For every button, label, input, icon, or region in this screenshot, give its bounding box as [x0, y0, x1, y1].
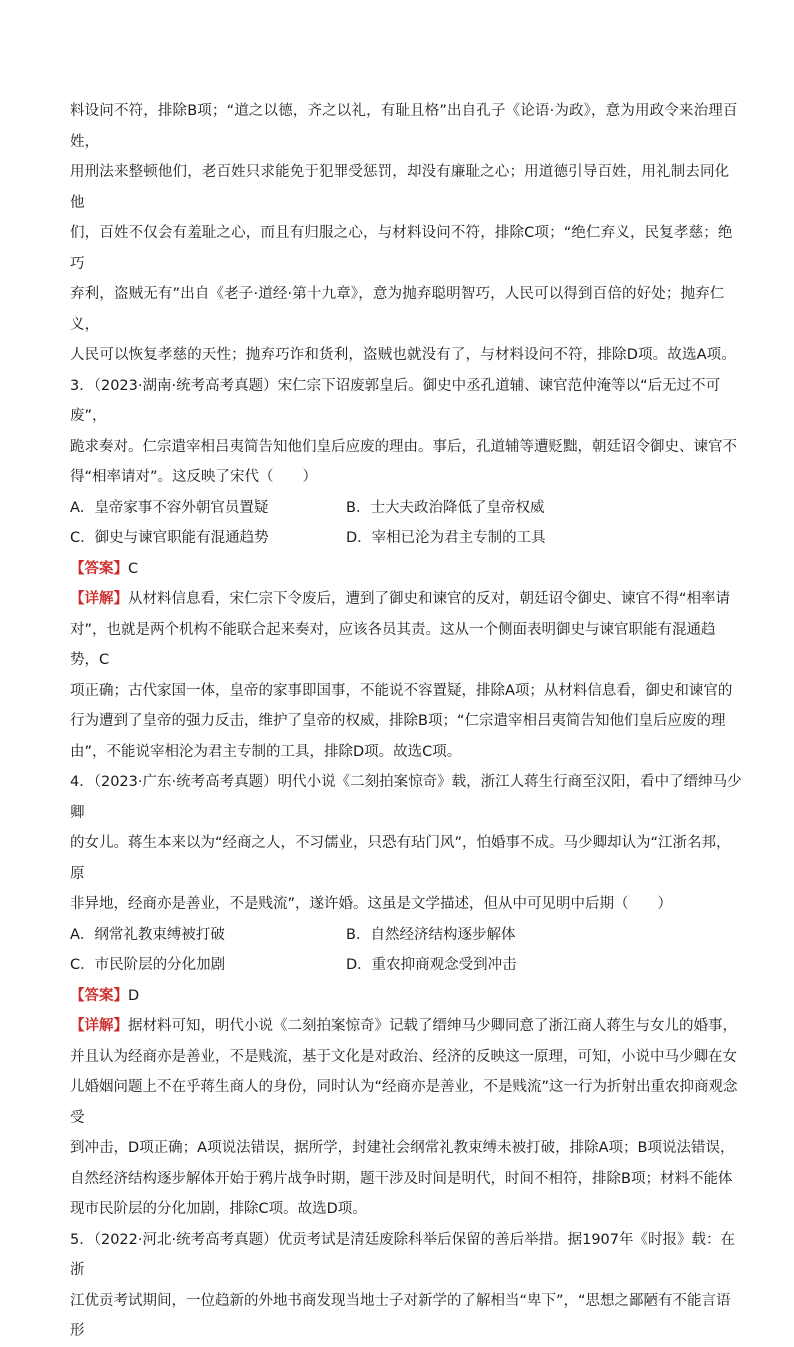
answer-label: 【答案】 [70, 560, 128, 577]
question-3-stem: 得“相率请对”。这反映了宋代（ ） [70, 469, 318, 485]
answer-value: C [128, 560, 139, 577]
question-3-options-row [70, 523, 742, 554]
option-c: C．市民阶层的分化加剧 [70, 957, 226, 973]
question-4-stem: 非异地，经商亦是善业，不是贱流”，遂许婚。这虽是文学描述，但从中可见明中后期（ ） [70, 896, 673, 912]
option-b: B．士大夫政治降低了皇帝权威 [346, 499, 545, 516]
question-3-answer [70, 554, 742, 585]
question-3-detail [70, 584, 742, 615]
intro-line: 弃利，盗贼无有”出自《老子·道经·第十九章》，意为抛弃聪明智巧，人民可以得到百倍的好处；抛弃仁义， [70, 286, 725, 333]
detail-line: 从材料信息看，宋仁宗下令废后，遭到了御史和谏官的反对，朝廷诏令御史、谏官不得“相率请 [128, 591, 731, 607]
intro-line: 人民可以恢复孝慈的天性；抛弃巧诈和货利，盗贼也就没有了，与材料设问不符，排除D项。故选A项。 [70, 347, 736, 363]
intro-line: 用刑法来整顿他们，老百姓只求能免于犯罪受惩罚，却没有廉耻之心；用道德引导百姓，用礼制去同化他 [70, 164, 730, 211]
question-3-stem: 3．（2023·湖南·统考高考真题）宋仁宗下诏废郭皇后。御史中丞孔道辅、谏官范仲淹等以“后无过不可废”， [70, 377, 721, 424]
detail-line: 对”，也就是两个机构不能联合起来奏对，应该各员其责。这从一个侧面表明御史与谏官职能有混通趋势，C [70, 621, 716, 668]
detail-line: 由”，不能说宰相沦为君主专制的工具，排除D项。故选C项。 [70, 743, 462, 760]
question-3-stem: 跪求奏对。仁宗遣宰相吕夷简告知他们皇后应废的理由。事后，孔道辅等遭贬黜，朝廷诏令御史、谏官不 [70, 438, 737, 455]
question-3-options-row [70, 493, 742, 524]
detail-line: 据材料可知，明代小说《二刻拍案惊奇》记载了缙绅马少卿同意了浙江商人蒋生与女儿的婚事， [128, 1018, 737, 1034]
option-d: D．宰相已沦为君主专制的工具 [346, 530, 546, 546]
option-a: A．纲常礼教束缚被打破 [70, 926, 225, 943]
intro-line: 们，百姓不仅会有羞耻之心，而且有归服之心，与材料设问不符，排除C项；“绝仁弃义，民复孝慈；绝巧 [70, 225, 733, 272]
detail-line: 行为遭到了皇帝的强力反击，维护了皇帝的权威，排除B项；“仁宗遣宰相吕夷简告知他们皇后应废的理 [70, 713, 726, 729]
question-4-answer [70, 981, 742, 1012]
question-4-options-row [70, 950, 742, 981]
detail-line: 儿婚姻问题上不在乎蒋生商人的身份，同时认为“经商亦是善业，不是贱流”这一行为折射出重农抑商观念受 [70, 1079, 738, 1126]
question-5-stem: 江优贡考试期间，一位趋新的外地书商发现当地士子对新学的了解相当“卑下”，“思想之鄙陋有不能言语形 [70, 1292, 731, 1339]
option-a: A．皇帝家事不容外朝官员置疑 [70, 499, 269, 516]
detail-label: 【详解】 [70, 591, 128, 607]
option-d: D．重农抑商观念受到冲击 [346, 957, 517, 973]
question-4-stem: 4．（2023·广东·统考高考真题）明代小说《二刻拍案惊奇》载，浙江人蒋生行商至汉阳，看中了缙绅马少卿 [70, 774, 742, 821]
intro-line: 料设问不符，排除B项；“道之以德，齐之以礼，有耻且格”出自孔子《论语·为政》，意为用政令来治理百姓， [70, 103, 738, 150]
answer-label: 【答案】 [70, 987, 128, 1004]
option-c: C．御史与谏官职能有混通趋势 [70, 530, 269, 546]
detail-line: 自然经济结构逐步解体开始于鸦片战争时期，题干涉及时间是明代，时间不相符，排除B项；材料不能体 [70, 1170, 733, 1187]
detail-label: 【详解】 [70, 1018, 128, 1034]
option-b: B．自然经济结构逐步解体 [346, 926, 516, 943]
question-4-options-row [70, 920, 742, 951]
question-5-stem: 5．（2022·河北·统考高考真题）优贡考试是清廷废除科举后保留的善后举措。据1907年《时报》载：在浙 [70, 1231, 735, 1278]
detail-line: 现市民阶层的分化加剧，排除C项。故选D项。 [70, 1201, 367, 1217]
detail-line: 到冲击，D项正确；A项说法错误，据所学，封建社会纲常礼教束缚未被打破，排除A项；B项说法错误， [70, 1140, 735, 1156]
detail-line: 项正确；古代家国一体，皇帝的家事即国事，不能说不容置疑，排除A项；从材料信息看，御史和谏官的 [70, 682, 733, 699]
detail-line: 并且认为经商亦是善业，不是贱流，基于文化是对政治、经济的反映这一原理，可知，小说中马少卿在女 [70, 1048, 737, 1065]
question-4-stem: 的女儿。蒋生本来以为“经商之人，不习儒业，只恐有玷门风”，怕婚事不成。马少卿却认为“江浙名邦，原 [70, 835, 731, 882]
answer-value: D [128, 987, 140, 1004]
question-4-detail [70, 1011, 742, 1042]
document-body [70, 96, 742, 1347]
